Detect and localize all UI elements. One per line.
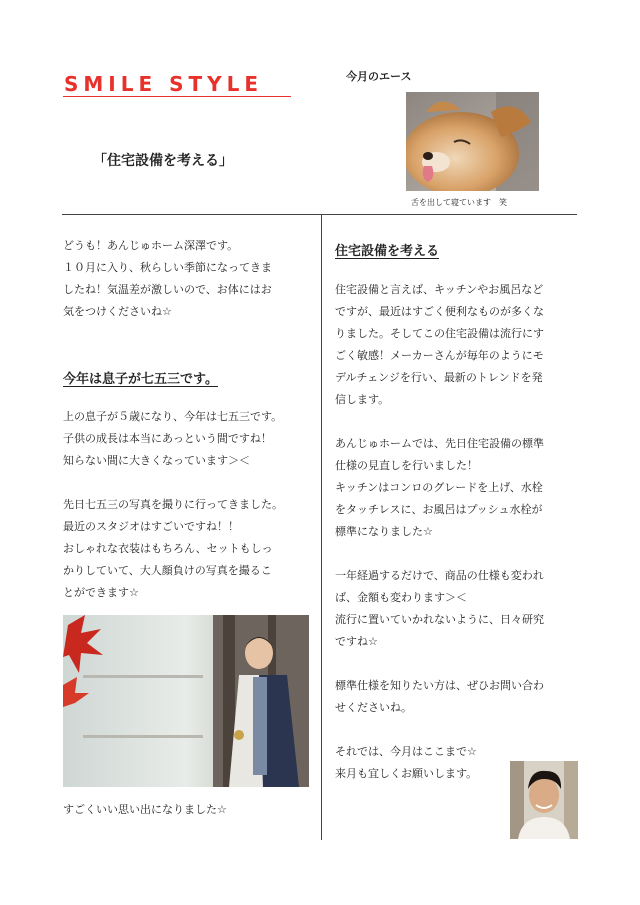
- dog-photo: [406, 92, 539, 191]
- left-body-paragraph-2: 先日七五三の写真を撮りに行ってきました。 最近のスタジオはすごいですね！！ おしゃれな衣装はもちろん、セットもしっ かりしていて、大人顔負けの写真を撮るこ とができます☆: [63, 498, 283, 599]
- right-section-heading: 住宅設備を考える: [335, 244, 440, 259]
- right-body-paragraph-4: 標準仕様を知りたい方は、ぜひお問い合わ せくださいね。: [335, 679, 544, 714]
- column-divider: [321, 214, 322, 840]
- right-body-paragraph-1: 住宅設備と言えば、キッチンやお風呂など ですが、最近はすごく便利なものが多くな りました。そしてこの住宅設備は流行にす ごく敏感！メーカーさんが毎年のようにモ デルチェンジを行い、最新のトレンドを発 信します。: [335, 283, 544, 406]
- closing-paragraph: それでは、今月はここまで☆ 来月も宜しくお願いします。: [335, 745, 478, 780]
- shichigosan-photo: [63, 615, 309, 787]
- right-body-paragraph-3: 一年経過するだけで、商品の仕様も変われ ば、金額も変わります＞＜ 流行に置いていかれないように、日々研究 ですね☆: [335, 569, 544, 648]
- newsletter-subtitle: 「住宅設備を考える」: [93, 153, 233, 169]
- dog-caption: 舌を出して寝ています 笑: [411, 198, 507, 207]
- ace-label: 今月のエース: [346, 70, 412, 83]
- title-underline: [63, 96, 291, 97]
- left-body-paragraph-1: 上の息子が５歳になり、今年は七五三です。 子供の成長は本当にあっという間ですね！ 知らない間に大きくなっています＞＜: [63, 410, 283, 467]
- right-body-paragraph-2: あんじゅホームでは、先日住宅設備の標準 仕様の見直しを行いました！ キッチンはコンロのグレードを上げ、水栓 をタッチレスに、お風呂はプッシュ水栓が 標準になりました☆: [335, 437, 544, 538]
- author-photo: [510, 761, 578, 839]
- photo-caption: すごくいい思い出になりました☆: [63, 803, 227, 816]
- header-divider: [62, 214, 577, 215]
- newsletter-title: SMILE STYLE: [64, 72, 264, 96]
- left-section-heading: 今年は息子が七五三です。: [63, 372, 218, 387]
- intro-paragraph: どうも！あんじゅホーム深澤です。 １０月に入り、秋らしい季節になってきま したね！気温差が激しいので、お体にはお 気をつけくださいね☆: [63, 239, 272, 318]
